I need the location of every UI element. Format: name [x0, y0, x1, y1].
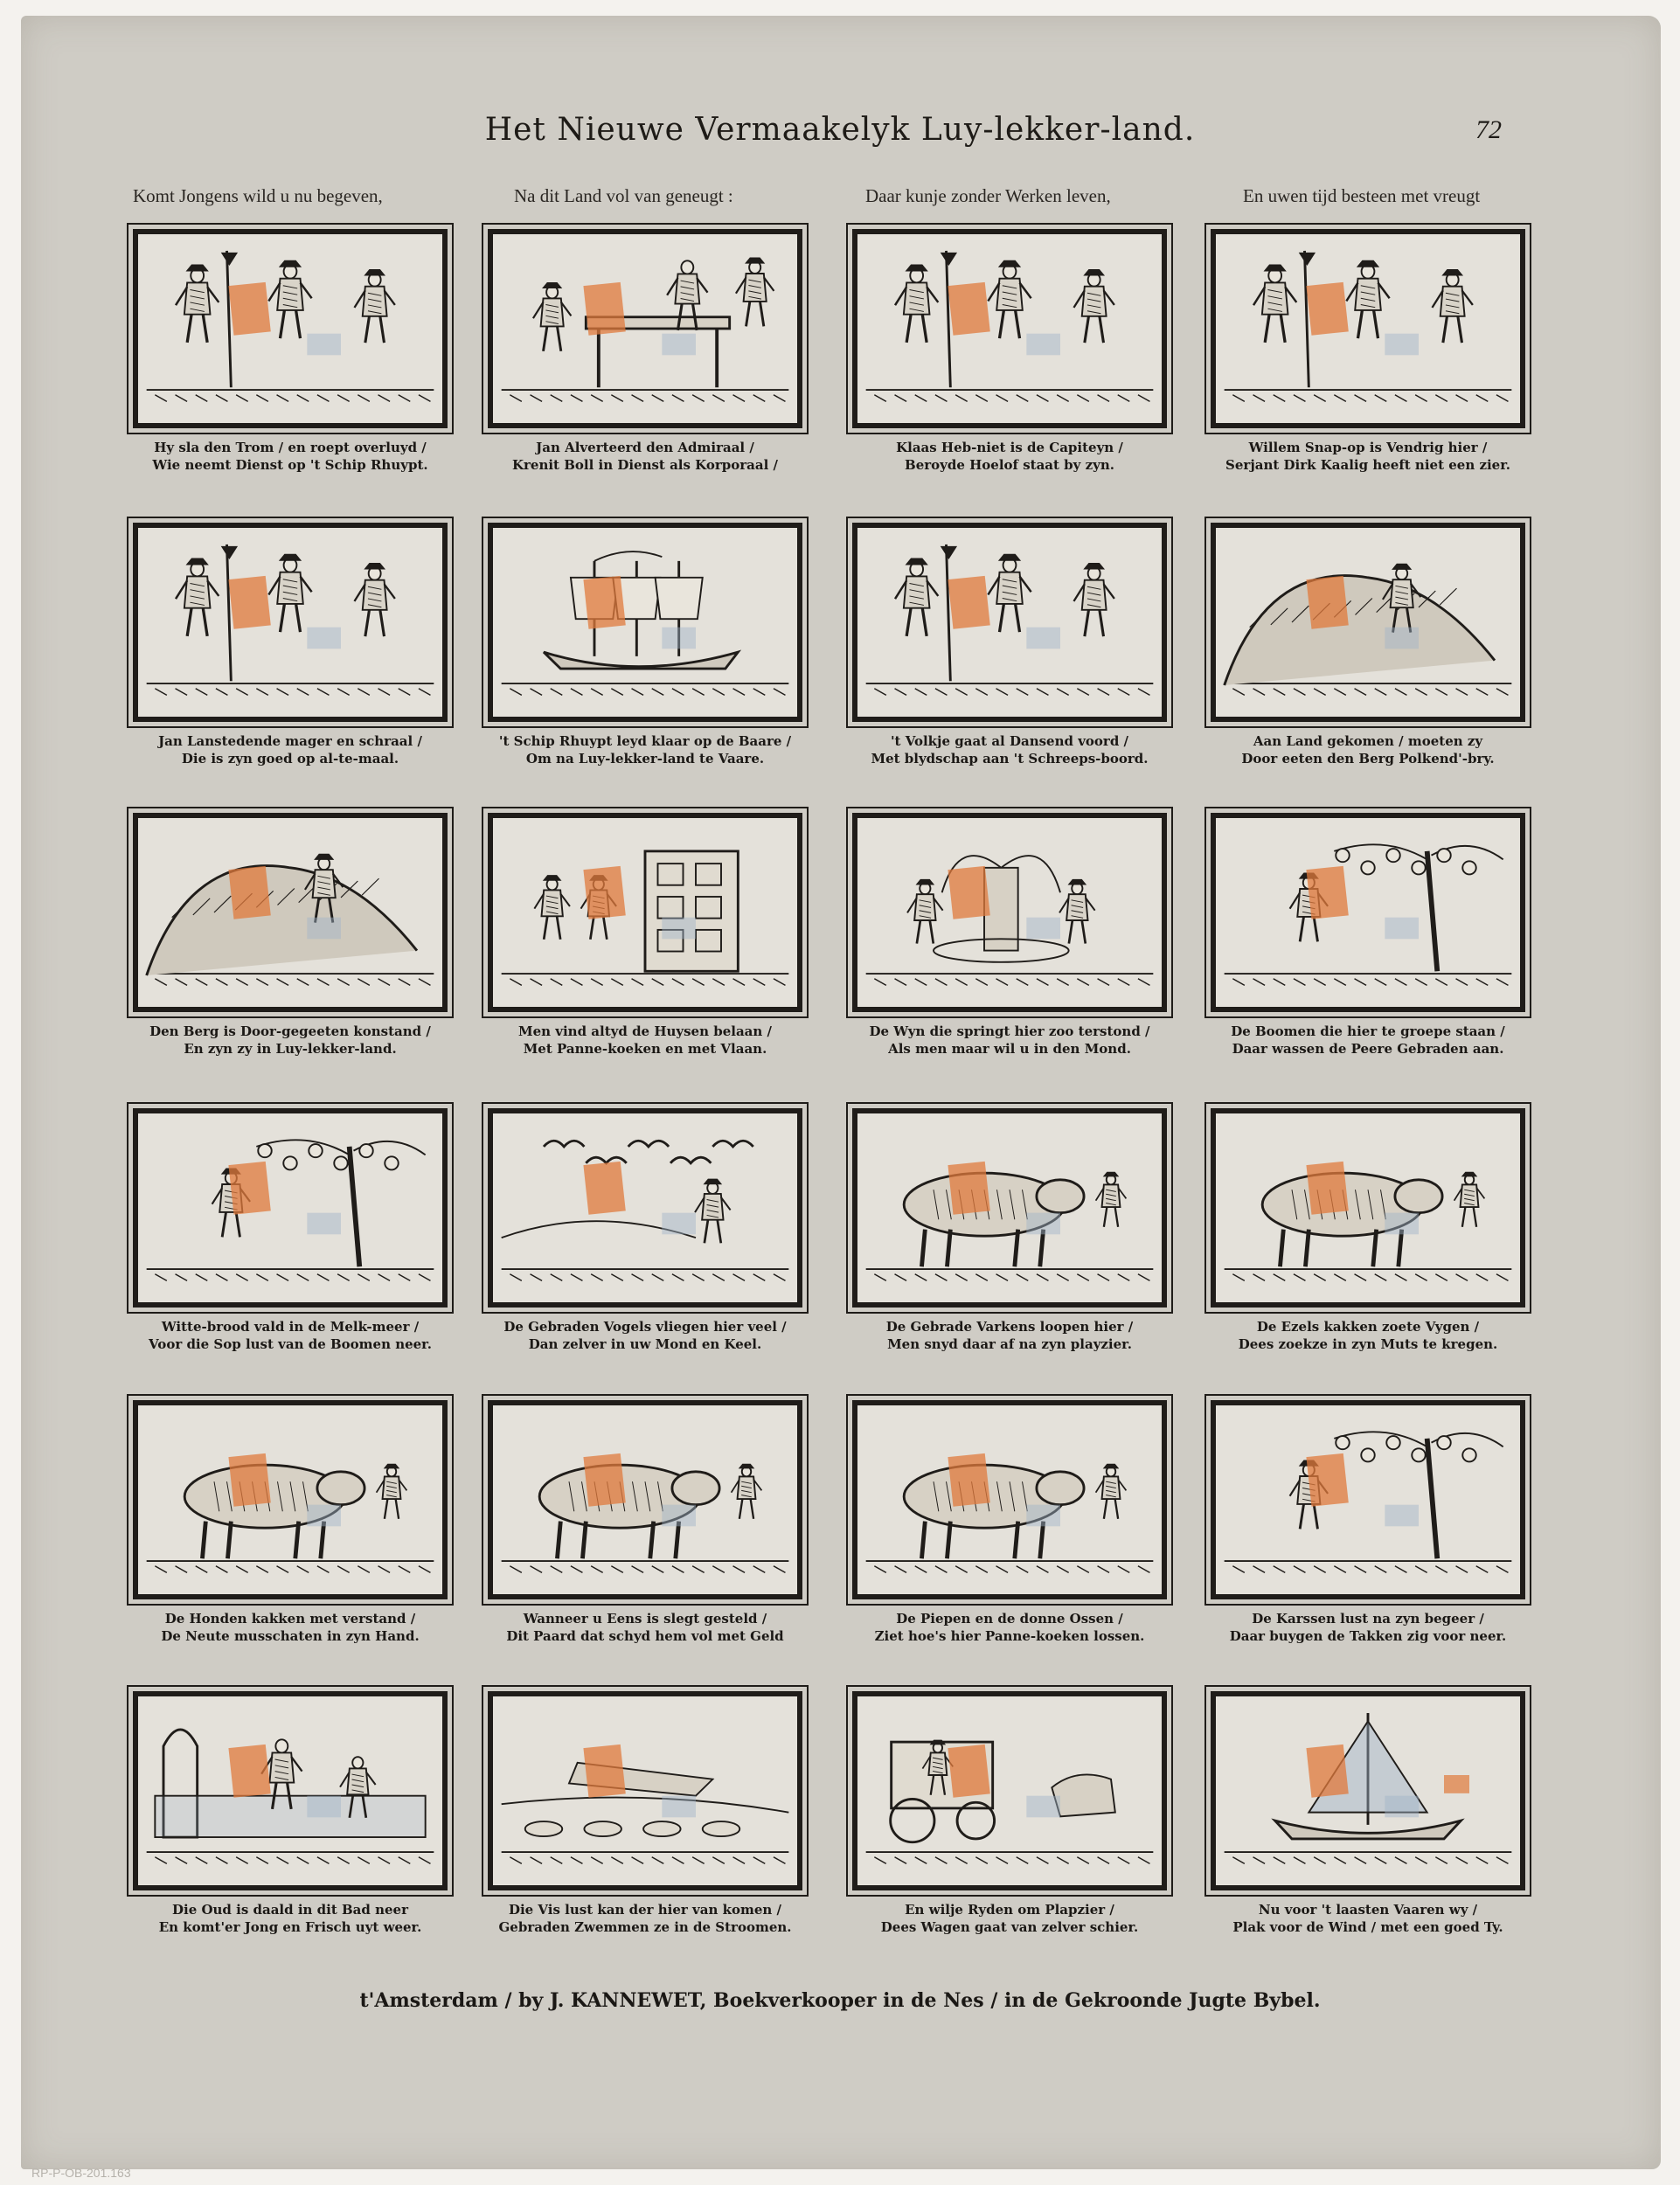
- panel-caption: [479, 732, 811, 767]
- caption-line-2: Door eeten den Berg Polkend'-bry.: [1241, 751, 1495, 766]
- caption-line-1: Witte-brood vald in de Melk-meer /: [161, 1319, 420, 1335]
- caption-line-2: Plak voor de Wind / met een goed Ty.: [1232, 1919, 1503, 1935]
- caption-line-1: De Karssen lust na zyn begeer /: [1252, 1611, 1484, 1627]
- caption-line-1: De Honden kakken met verstand /: [164, 1611, 416, 1627]
- catalog-number: RP-P-OB-201.163: [31, 2166, 131, 2180]
- caption-line-2: Dan zelver in uw Mond en Keel.: [528, 1336, 762, 1352]
- panel-caption: [1202, 1901, 1534, 1936]
- panel-caption: [843, 439, 1176, 474]
- caption-line-1: Die Vis lust kan der hier van komen /: [508, 1902, 782, 1918]
- caption-line-2: Om na Luy-lekker-land te Vaare.: [525, 751, 765, 766]
- panel-caption: [124, 1318, 456, 1353]
- verse-line-3: Daar kunje zonder Werken leven,: [865, 185, 1111, 206]
- verse-line-2: Na dit Land vol van geneugt :: [514, 185, 733, 206]
- caption-line-1: Hy sla den Trom / en roept overluyd /: [154, 440, 427, 455]
- woodcut-illustration: [1216, 818, 1520, 1007]
- woodcut-illustration: [857, 1696, 1162, 1885]
- caption-line-2: Daar buygen de Takken zig voor neer.: [1229, 1628, 1507, 1644]
- woodcut-panel-ship: [488, 523, 802, 722]
- woodcut-panel-dog: [133, 1400, 448, 1599]
- woodcut-panel-bath: [133, 1691, 448, 1890]
- woodcut-panel-fish: [488, 1691, 802, 1890]
- caption-line-1: En wilje Ryden om Plapzier /: [905, 1902, 1114, 1918]
- caption-line-2: Dit Paard dat schyd hem vol met Geld: [506, 1628, 784, 1644]
- woodcut-illustration: [138, 234, 442, 423]
- woodcut-panel-pig: [852, 1108, 1167, 1308]
- caption-line-1: Jan Alverteerd den Admiraal /: [536, 440, 754, 455]
- print-title: Het Nieuwe Vermaakelyk Luy-lekker-land.: [484, 112, 1196, 148]
- panel-caption: [124, 439, 456, 474]
- woodcut-illustration: [138, 818, 442, 1007]
- woodcut-panel-houses: [488, 813, 802, 1012]
- caption-line-2: Als men maar wil u in den Mond.: [888, 1041, 1131, 1057]
- caption-line-1: De Boomen die hier te groepe staan /: [1231, 1023, 1505, 1039]
- panel-caption: [1202, 1318, 1534, 1353]
- caption-line-1: Willem Snap-op is Vendrig hier /: [1248, 440, 1488, 455]
- panel-caption: [843, 1023, 1176, 1058]
- caption-line-1: Nu voor 't laasten Vaaren wy /: [1258, 1902, 1478, 1918]
- panel-caption: [124, 1901, 456, 1936]
- caption-line-1: 't Schip Rhuypt leyd klaar op de Baare /: [498, 733, 792, 749]
- panel-caption: [479, 1023, 811, 1058]
- woodcut-panel-drummer: [133, 229, 448, 428]
- caption-line-2: En zyn zy in Luy-lekker-land.: [184, 1041, 397, 1057]
- woodcut-panel-birds: [488, 1108, 802, 1308]
- panel-caption: [124, 1023, 456, 1058]
- caption-line-2: Serjant Dirk Kaalig heeft niet een zier.: [1225, 457, 1510, 473]
- caption-line-2: Die is zyn goed op al-te-maal.: [181, 751, 399, 766]
- woodcut-illustration: [493, 818, 797, 1007]
- woodcut-panel-donkey: [1211, 1108, 1525, 1308]
- woodcut-illustration: [138, 528, 442, 717]
- woodcut-panel-dance: [852, 523, 1167, 722]
- caption-line-1: 't Volkje gaat al Dansend voord /: [890, 733, 1129, 749]
- woodcut-panel-table: [488, 229, 802, 428]
- caption-line-2: Voor die Sop lust van de Boomen neer.: [149, 1336, 432, 1352]
- caption-line-2: Krenit Boll in Dienst als Korporaal /: [511, 457, 779, 473]
- woodcut-illustration: [138, 1113, 442, 1302]
- caption-line-1: Die Oud is daald in dit Bad neer: [171, 1902, 409, 1918]
- woodcut-panel-mountain: [1211, 523, 1525, 722]
- panel-caption: [843, 1901, 1176, 1936]
- woodcut-panel-halberds: [852, 229, 1167, 428]
- panel-caption: [479, 1318, 811, 1353]
- woodcut-illustration: [857, 1405, 1162, 1594]
- panel-caption: [843, 1610, 1176, 1645]
- panel-caption: [843, 1318, 1176, 1353]
- woodcut-panel-flag: [1211, 229, 1525, 428]
- caption-line-1: Den Berg is Door-gegeeten konstand /: [149, 1023, 431, 1039]
- panel-caption: [1202, 1023, 1534, 1058]
- panel-caption: [479, 1901, 811, 1936]
- woodcut-illustration: [1216, 1405, 1520, 1594]
- panel-caption: [479, 1610, 811, 1645]
- caption-line-1: Jan Lanstedende mager en schraal /: [158, 733, 422, 749]
- publisher-imprint: t'Amsterdam / by J. KANNEWET, Boekverkooper in de Nes / in de Gekroonde Jugte Bybel.: [359, 1989, 1321, 2012]
- caption-line-2: Dees zoekze in zyn Muts te kregen.: [1238, 1336, 1498, 1352]
- caption-line-2: Gebraden Zwemmen ze in de Stroomen.: [498, 1919, 792, 1935]
- panel-caption: [1202, 732, 1534, 767]
- caption-line-1: Men vind altyd de Huysen belaan /: [517, 1023, 773, 1039]
- caption-line-1: De Piepen en de donne Ossen /: [896, 1611, 1123, 1627]
- woodcut-illustration: [857, 234, 1162, 423]
- caption-line-2: Beroyde Hoelof staat by zyn.: [905, 457, 1114, 473]
- woodcut-panel-fountain: [852, 813, 1167, 1012]
- woodcut-illustration: [493, 1113, 797, 1302]
- woodcut-panel-carriage: [852, 1691, 1167, 1890]
- caption-line-1: De Ezels kakken zoete Vygen /: [1256, 1319, 1480, 1335]
- caption-line-1: De Gebrade Varkens loopen hier /: [885, 1319, 1134, 1335]
- panel-caption: [124, 732, 456, 767]
- woodcut-illustration: [138, 1405, 442, 1594]
- caption-line-2: Met blydschap aan 't Schreeps-boord.: [871, 751, 1149, 766]
- panel-caption: [479, 439, 811, 474]
- woodcut-illustration: [1216, 528, 1520, 717]
- woodcut-illustration: [493, 234, 797, 423]
- woodcut-illustration: [857, 528, 1162, 717]
- woodcut-panel-horse: [488, 1400, 802, 1599]
- caption-line-1: De Wyn die springt hier zoo terstond /: [869, 1023, 1150, 1039]
- verse-line-4: En uwen tijd besteen met vreugt: [1243, 185, 1481, 206]
- woodcut-panel-boat: [1211, 1691, 1525, 1890]
- woodcut-illustration: [493, 528, 797, 717]
- caption-line-1: Klaas Heb-niet is de Capiteyn /: [896, 440, 1123, 455]
- woodcut-illustration: [857, 1113, 1162, 1302]
- page-number: 72: [1475, 115, 1502, 144]
- woodcut-illustration: [1216, 234, 1520, 423]
- panel-caption: [843, 732, 1176, 767]
- woodcut-illustration: [1216, 1113, 1520, 1302]
- caption-line-1: Wanneer u Eens is slegt gesteld /: [523, 1611, 767, 1627]
- caption-line-2: De Neute musschaten in zyn Hand.: [161, 1628, 420, 1644]
- caption-line-2: En komt'er Jong en Frisch uyt weer.: [158, 1919, 422, 1935]
- woodcut-panel-cherrytree: [1211, 1400, 1525, 1599]
- panel-caption: [1202, 1610, 1534, 1645]
- woodcut-illustration: [1216, 1696, 1520, 1885]
- caption-line-2: Dees Wagen gaat van zelver schier.: [880, 1919, 1139, 1935]
- panel-caption: [1202, 439, 1534, 474]
- caption-line-2: Ziet hoe's hier Panne-koeken lossen.: [874, 1628, 1145, 1644]
- caption-line-2: Met Panne-koeken en met Vlaan.: [523, 1041, 767, 1057]
- caption-line-2: Men snyd daar af na zyn playzier.: [887, 1336, 1132, 1352]
- woodcut-panel-falling: [133, 813, 448, 1012]
- woodcut-illustration: [138, 1696, 442, 1885]
- caption-line-1: Aan Land gekomen / moeten zy: [1253, 733, 1483, 749]
- caption-line-2: Daar wassen de Peere Gebraden aan.: [1232, 1041, 1504, 1057]
- woodcut-illustration: [857, 818, 1162, 1007]
- woodcut-panel-fruittree: [1211, 813, 1525, 1012]
- woodcut-panel-sailor: [133, 523, 448, 722]
- woodcut-illustration: [493, 1696, 797, 1885]
- panel-caption: [124, 1610, 456, 1645]
- verse-line-1: Komt Jongens wild u nu begeven,: [133, 185, 383, 206]
- caption-line-2: Wie neemt Dienst op 't Schip Rhuypt.: [152, 457, 428, 473]
- woodcut-panel-ox: [852, 1400, 1167, 1599]
- woodcut-illustration: [493, 1405, 797, 1594]
- caption-line-1: De Gebraden Vogels vliegen hier veel /: [503, 1319, 787, 1335]
- woodcut-panel-milklake: [133, 1108, 448, 1308]
